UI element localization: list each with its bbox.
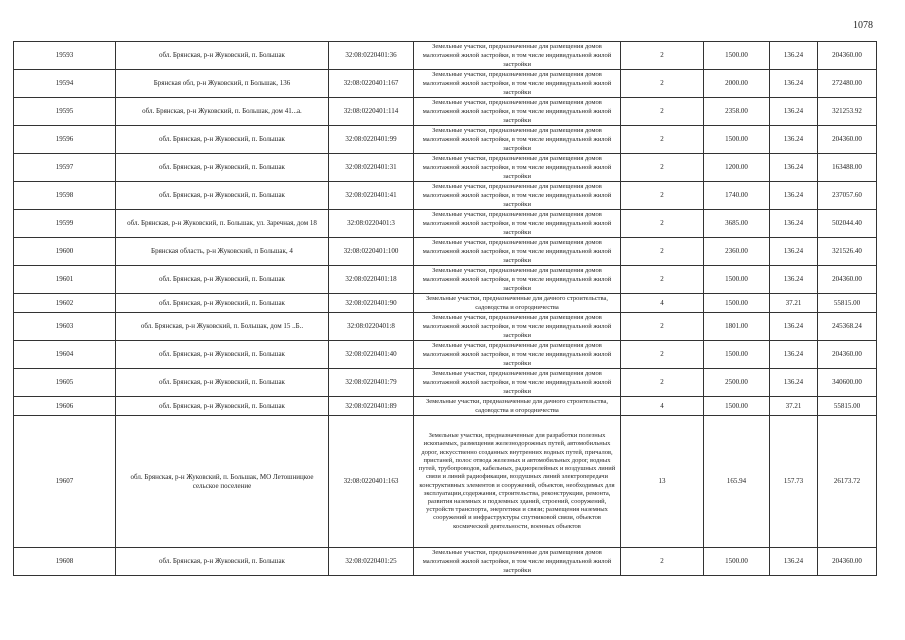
address-cell: обл. Брянская, р-н Жуковский, п. Большак — [116, 182, 329, 210]
land-use-cell: Земельные участки, предназначенные для размещения домов малоэтажной жилой застройки, в том числе индивидуальной жилой застройки — [414, 126, 621, 154]
group-cell: 2 — [621, 266, 704, 294]
table-row — [14, 369, 877, 397]
cadastral-number-cell: 32:08:0220401:36 — [329, 42, 414, 70]
land-use-cell: Земельные участки, предназначенные для размещения домов малоэтажной жилой застройки, в том числе индивидуальной жилой застройки — [414, 548, 621, 576]
cadastral-number-cell: 32:08:0220401:99 — [329, 126, 414, 154]
group-cell: 2 — [621, 341, 704, 369]
table-row — [14, 548, 877, 576]
cadastral-number-cell: 32:08:0220401:40 — [329, 341, 414, 369]
cadastral-value-cell: 321253.92 — [818, 98, 877, 126]
row-id: 19597 — [14, 154, 116, 182]
land-use-cell: Земельные участки, предназначенные для размещения домов малоэтажной жилой застройки, в том числе индивидуальной жилой застройки — [414, 341, 621, 369]
group-cell: 2 — [621, 126, 704, 154]
land-use-cell: Земельные участки, предназначенные для размещения домов малоэтажной жилой застройки, в том числе индивидуальной жилой застройки — [414, 369, 621, 397]
table-row — [14, 238, 877, 266]
area-cell: 165.94 — [704, 416, 770, 548]
row-id: 19593 — [14, 42, 116, 70]
cadastral-value-cell: 204360.00 — [818, 548, 877, 576]
group-cell: 2 — [621, 182, 704, 210]
rate-cell: 37.21 — [770, 397, 818, 416]
group-cell: 4 — [621, 294, 704, 313]
table-row — [14, 210, 877, 238]
group-cell: 2 — [621, 154, 704, 182]
area-cell: 1500.00 — [704, 266, 770, 294]
row-id: 19606 — [14, 397, 116, 416]
group-cell: 4 — [621, 397, 704, 416]
area-cell: 1500.00 — [704, 548, 770, 576]
cadastral-value-cell: 321526.40 — [818, 238, 877, 266]
rate-cell: 37.21 — [770, 294, 818, 313]
group-cell: 2 — [621, 42, 704, 70]
table-row — [14, 266, 877, 294]
rate-cell: 136.24 — [770, 42, 818, 70]
cadastral-value-cell: 237057.60 — [818, 182, 877, 210]
address-cell: обл. Брянская, р-н Жуковский, п. Большак — [116, 154, 329, 182]
cadastral-number-cell: 32:08:0220401:3 — [329, 210, 414, 238]
area-cell: 1500.00 — [704, 397, 770, 416]
address-cell: обл. Брянская, р-н Жуковский, п. Большак, дом 15 ..Б.. — [116, 313, 329, 341]
rate-cell: 136.24 — [770, 266, 818, 294]
table-row — [14, 294, 877, 313]
cadastral-number-cell: 32:08:0220401:79 — [329, 369, 414, 397]
cadastral-value-cell: 163488.00 — [818, 154, 877, 182]
area-cell: 1500.00 — [704, 42, 770, 70]
rate-cell: 136.24 — [770, 238, 818, 266]
land-use-cell: Земельные участки, предназначенные для размещения домов малоэтажной жилой застройки, в том числе индивидуальной жилой застройки — [414, 98, 621, 126]
land-register-table — [13, 41, 877, 576]
address-cell: Брянская область, р-н Жуковский, п Большак, 4 — [116, 238, 329, 266]
table-row — [14, 154, 877, 182]
area-cell: 1500.00 — [704, 294, 770, 313]
land-use-cell: Земельные участки, предназначенные для дачного строительства, садоводства и огородничества — [414, 294, 621, 313]
cadastral-number-cell: 32:08:0220401:90 — [329, 294, 414, 313]
address-cell: обл. Брянская, р-н Жуковский, п. Большак — [116, 369, 329, 397]
area-cell: 1500.00 — [704, 126, 770, 154]
cadastral-value-cell: 204360.00 — [818, 42, 877, 70]
cadastral-value-cell: 26173.72 — [818, 416, 877, 548]
address-cell: обл. Брянская, р-н Жуковский, п. Большак — [116, 294, 329, 313]
area-cell: 3685.00 — [704, 210, 770, 238]
table-row — [14, 341, 877, 369]
land-use-cell: Земельные участки, предназначенные для размещения домов малоэтажной жилой застройки, в том числе индивидуальной жилой застройки — [414, 42, 621, 70]
rate-cell: 136.24 — [770, 548, 818, 576]
cadastral-number-cell: 32:08:0220401:8 — [329, 313, 414, 341]
land-use-cell: Земельные участки, предназначенные для размещения домов малоэтажной жилой застройки, в том числе индивидуальной жилой застройки — [414, 238, 621, 266]
table-row — [14, 313, 877, 341]
land-use-cell: Земельные участки, предназначенные для размещения домов малоэтажной жилой застройки, в том числе индивидуальной жилой застройки — [414, 266, 621, 294]
area-cell: 1200.00 — [704, 154, 770, 182]
rate-cell: 157.73 — [770, 416, 818, 548]
group-cell: 2 — [621, 98, 704, 126]
table-row — [14, 98, 877, 126]
group-cell: 2 — [621, 548, 704, 576]
table-row — [14, 182, 877, 210]
cadastral-number-cell: 32:08:0220401:100 — [329, 238, 414, 266]
cadastral-number-cell: 32:08:0220401:18 — [329, 266, 414, 294]
address-cell: обл. Брянская, р-н Жуковский, п. Большак — [116, 397, 329, 416]
row-id: 19605 — [14, 369, 116, 397]
land-use-cell: Земельные участки, предназначенные для размещения домов малоэтажной жилой застройки, в том числе индивидуальной жилой застройки — [414, 70, 621, 98]
group-cell: 2 — [621, 238, 704, 266]
rate-cell: 136.24 — [770, 126, 818, 154]
cadastral-number-cell: 32:08:0220401:163 — [329, 416, 414, 548]
area-cell: 1500.00 — [704, 341, 770, 369]
rate-cell: 136.24 — [770, 70, 818, 98]
address-cell: Брянская обл, р-н Жуковский, п Большак, 136 — [116, 70, 329, 98]
table-row — [14, 70, 877, 98]
cadastral-value-cell: 204360.00 — [818, 126, 877, 154]
table-row — [14, 416, 877, 548]
cadastral-number-cell: 32:08:0220401:114 — [329, 98, 414, 126]
group-cell: 2 — [621, 210, 704, 238]
land-use-cell: Земельные участки, предназначенные для разработки полезных ископаемых, размещения железнодорожных путей, автомобильных дорог, искусственно созданных внутренних водных путей, причалов, пристаней, полос отвода железных и автомобильных дорог, водных путей, трубопроводов, кабельных, радиорелейных и воздушных линий связи и линий радиофикации, воздушных линий электропередачи конструктивных элементов и сооружений, объектов, необходимых для эксплуатации,содержания, строительства, реконструкции, ремонта, развития наземных и подземных зданий, строений, сооружений, устройств транспорта, энергетики и связи; размещения наземных сооружений и инфраструктуры спутниковой связи, объектов космической деятельности, военных объектов — [414, 416, 621, 548]
row-id: 19595 — [14, 98, 116, 126]
row-id: 19602 — [14, 294, 116, 313]
rate-cell: 136.24 — [770, 313, 818, 341]
address-cell: обл. Брянская, р-н Жуковский, п. Большак — [116, 548, 329, 576]
area-cell: 2500.00 — [704, 369, 770, 397]
table-row — [14, 126, 877, 154]
rate-cell: 136.24 — [770, 182, 818, 210]
cadastral-number-cell: 32:08:0220401:89 — [329, 397, 414, 416]
area-cell: 2000.00 — [704, 70, 770, 98]
row-id: 19600 — [14, 238, 116, 266]
land-use-cell: Земельные участки, предназначенные для размещения домов малоэтажной жилой застройки, в том числе индивидуальной жилой застройки — [414, 182, 621, 210]
rate-cell: 136.24 — [770, 341, 818, 369]
group-cell: 13 — [621, 416, 704, 548]
land-use-cell: Земельные участки, предназначенные для размещения домов малоэтажной жилой застройки, в том числе индивидуальной жилой застройки — [414, 154, 621, 182]
address-cell: обл. Брянская, р-н Жуковский, п. Большак — [116, 266, 329, 294]
address-cell: обл. Брянская, р-н Жуковский, п. Большак, дом 41...а. — [116, 98, 329, 126]
rate-cell: 136.24 — [770, 369, 818, 397]
area-cell: 2358.00 — [704, 98, 770, 126]
cadastral-number-cell: 32:08:0220401:31 — [329, 154, 414, 182]
table-body — [14, 42, 877, 576]
address-cell: обл. Брянская, р-н Жуковский, п. Большак — [116, 42, 329, 70]
cadastral-value-cell: 55815.00 — [818, 294, 877, 313]
row-id: 19594 — [14, 70, 116, 98]
group-cell: 2 — [621, 369, 704, 397]
cadastral-value-cell: 204360.00 — [818, 266, 877, 294]
land-use-cell: Земельные участки, предназначенные для дачного строительства, садоводства и огородничества — [414, 397, 621, 416]
address-cell: обл. Брянская, р-н Жуковский, п. Большак, МО Летошницкое сельское поселение — [116, 416, 329, 548]
table-row — [14, 397, 877, 416]
address-cell: обл. Брянская, р-н Жуковский, п. Большак, ул. Заречная, дом 18 — [116, 210, 329, 238]
cadastral-number-cell: 32:08:0220401:41 — [329, 182, 414, 210]
area-cell: 1740.00 — [704, 182, 770, 210]
row-id: 19604 — [14, 341, 116, 369]
rate-cell: 136.24 — [770, 98, 818, 126]
row-id: 19596 — [14, 126, 116, 154]
area-cell: 2360.00 — [704, 238, 770, 266]
row-id: 19598 — [14, 182, 116, 210]
cadastral-number-cell: 32:08:0220401:25 — [329, 548, 414, 576]
cadastral-value-cell: 245368.24 — [818, 313, 877, 341]
table-row — [14, 42, 877, 70]
group-cell: 2 — [621, 70, 704, 98]
cadastral-value-cell: 55815.00 — [818, 397, 877, 416]
address-cell: обл. Брянская, р-н Жуковский, п. Большак — [116, 126, 329, 154]
row-id: 19607 — [14, 416, 116, 548]
rate-cell: 136.24 — [770, 210, 818, 238]
land-use-cell: Земельные участки, предназначенные для размещения домов малоэтажной жилой застройки, в том числе индивидуальной жилой застройки — [414, 313, 621, 341]
address-cell: обл. Брянская, р-н Жуковский, п. Большак — [116, 341, 329, 369]
cadastral-value-cell: 272480.00 — [818, 70, 877, 98]
row-id: 19603 — [14, 313, 116, 341]
cadastral-value-cell: 204360.00 — [818, 341, 877, 369]
row-id: 19599 — [14, 210, 116, 238]
group-cell: 2 — [621, 313, 704, 341]
cadastral-value-cell: 340600.00 — [818, 369, 877, 397]
cadastral-value-cell: 502044.40 — [818, 210, 877, 238]
area-cell: 1801.00 — [704, 313, 770, 341]
cadastral-number-cell: 32:08:0220401:167 — [329, 70, 414, 98]
land-use-cell: Земельные участки, предназначенные для размещения домов малоэтажной жилой застройки, в том числе индивидуальной жилой застройки — [414, 210, 621, 238]
page-number: 1078 — [853, 20, 873, 31]
row-id: 19601 — [14, 266, 116, 294]
row-id: 19608 — [14, 548, 116, 576]
rate-cell: 136.24 — [770, 154, 818, 182]
